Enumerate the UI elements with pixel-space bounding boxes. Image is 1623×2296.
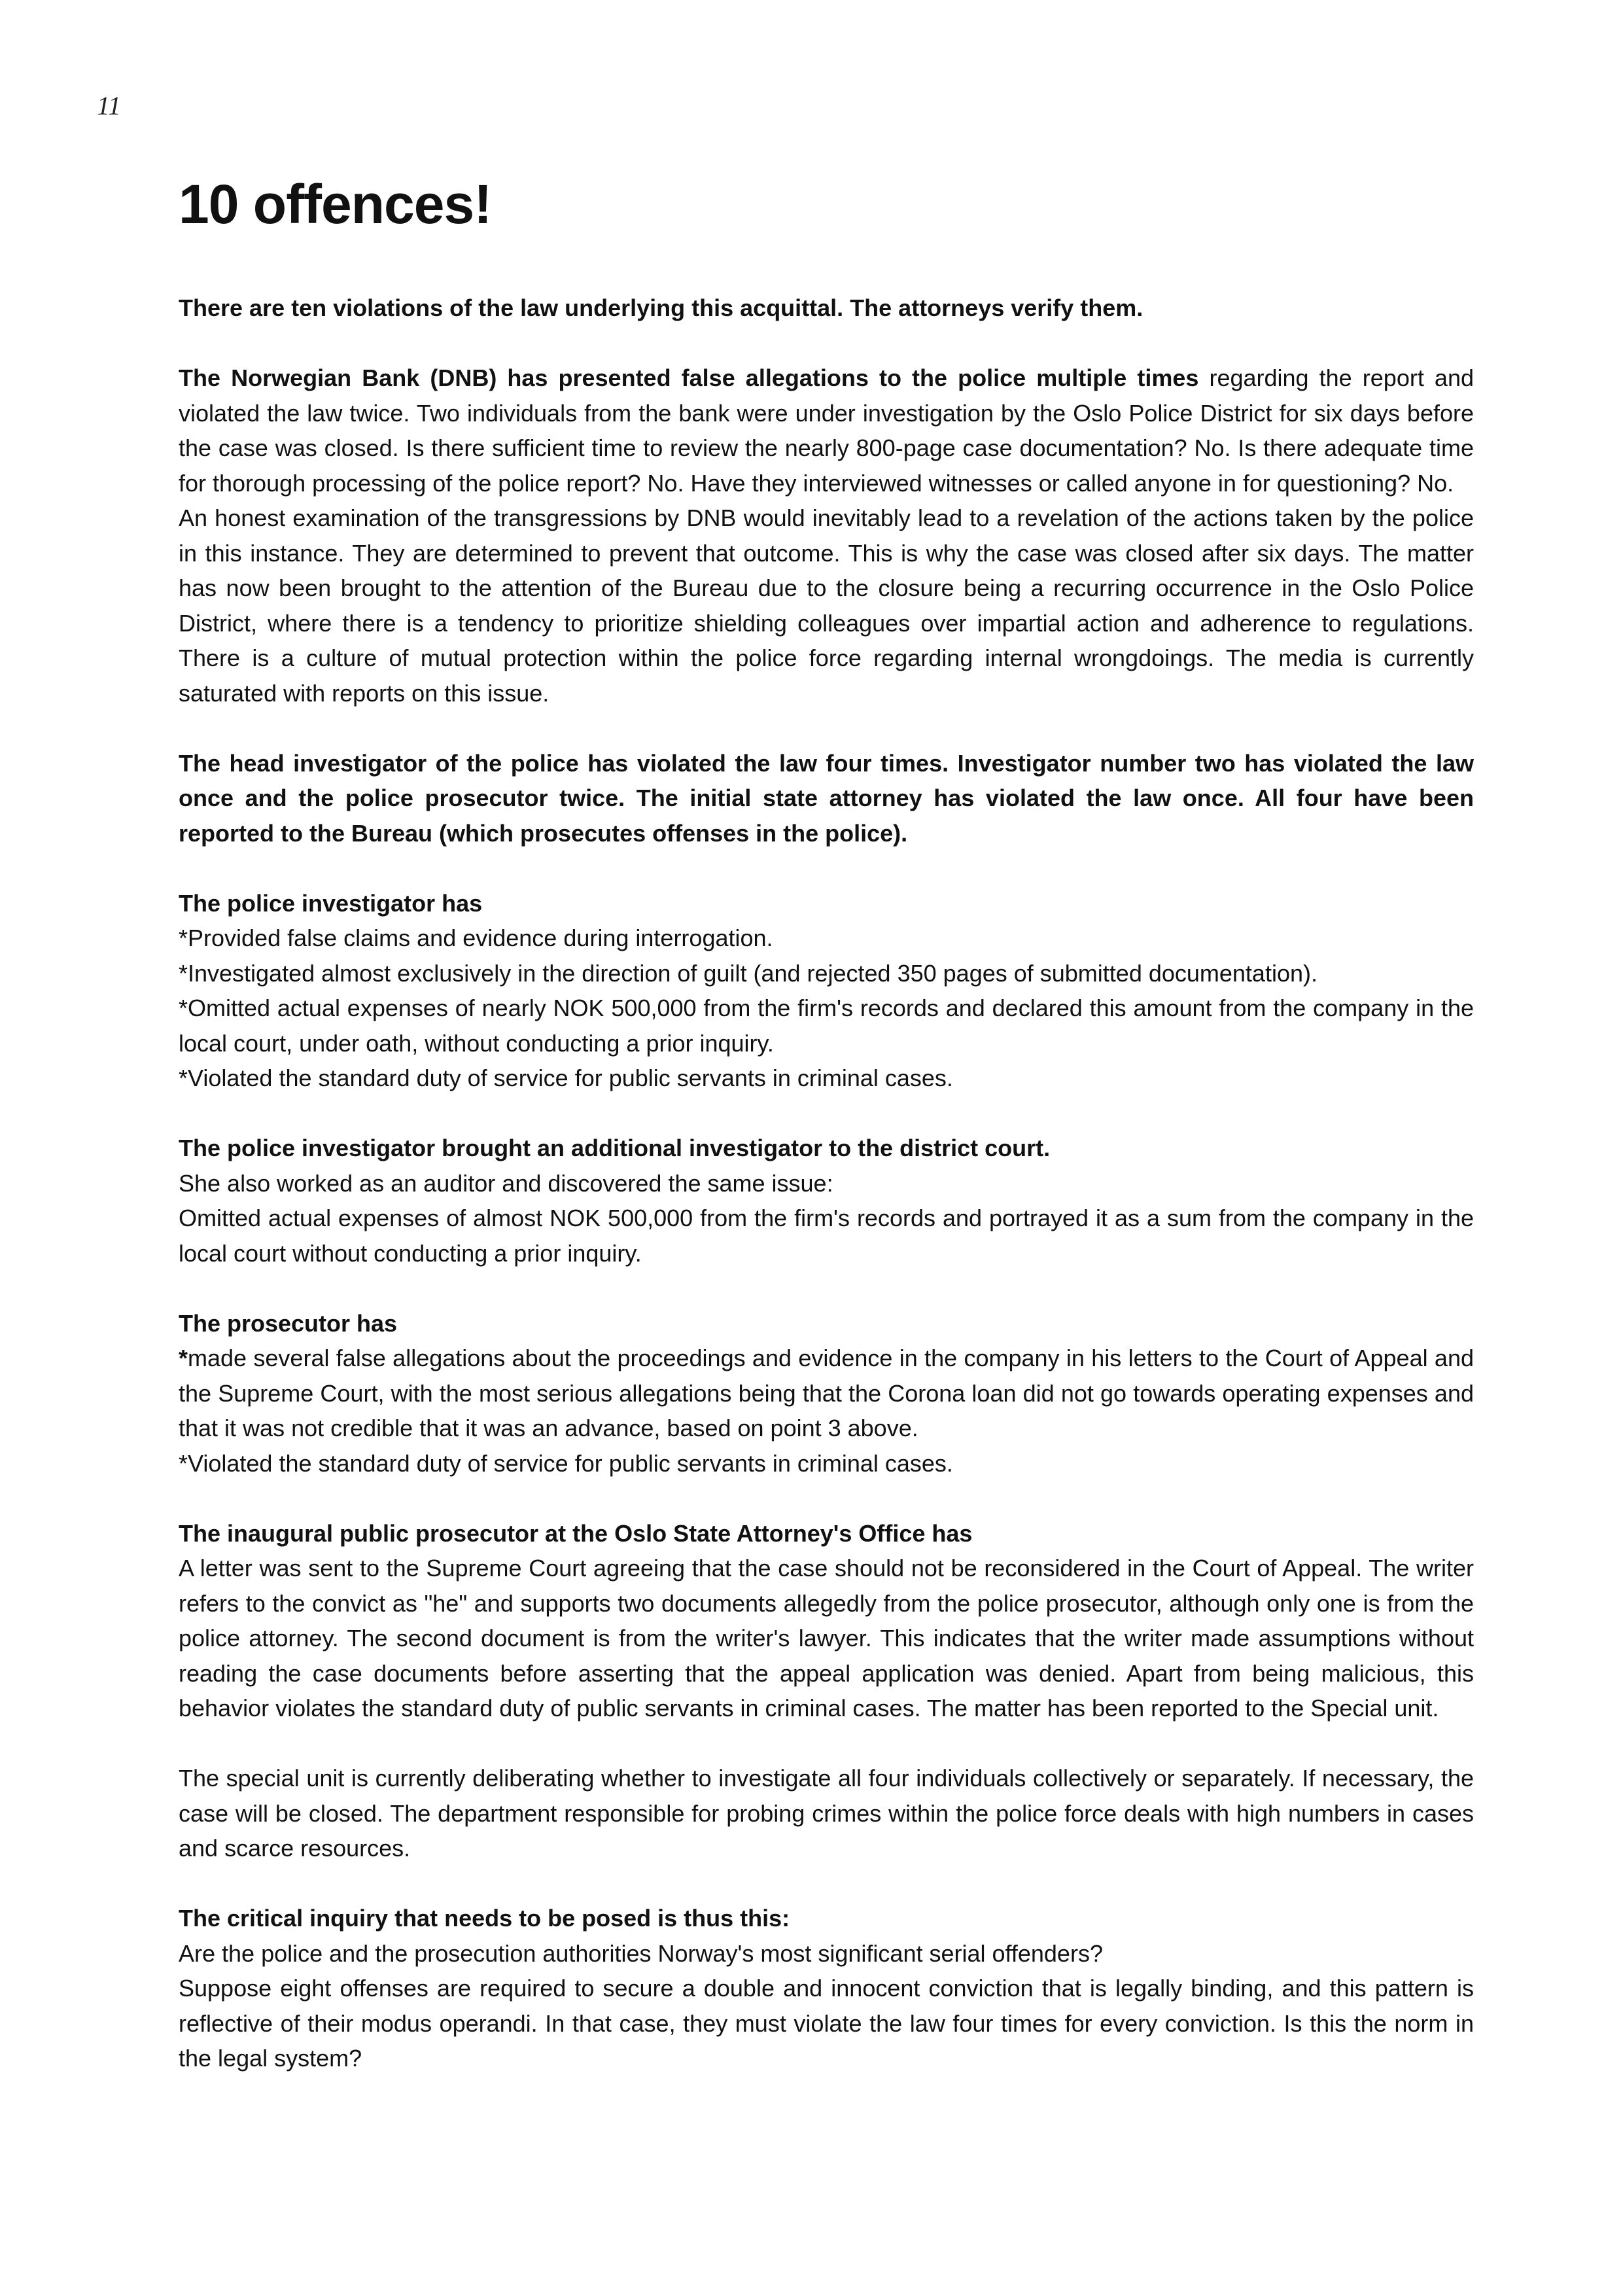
prosecutor-item-1: made several false allegations about the proceedings and evidence in the company in his letters to the Court of Appeal and the Supreme Court, with the most serious allegations being that the Corona loan did not go towards operating expenses and that it was not credible that it was an advance, based on point 3 above.	[179, 1345, 1474, 1441]
additional-line-2: Omitted actual expenses of almost NOK 500,000 from the firm's records and portrayed it as a sum from the company in the local court without conducting a prior inquiry.	[179, 1205, 1474, 1267]
list-item: *Provided false claims and evidence during interrogation.	[179, 925, 773, 951]
state-attorney-body: A letter was sent to the Supreme Court agreeing that the case should not be reconsidered in the Court of Appeal. The writer refers to the convict as "he" and supports two documents allegedly from the police prosecutor, although only one is from the police attorney. The second document is from the writer's lawyer. This indicates that the writer made assumptions without reading the case documents before asserting that the appeal application was denied. Apart from being malicious, this behavior violates the standard duty of public servants in criminal cases. The matter has been reported to the Special unit.	[179, 1555, 1474, 1722]
state-attorney-section	[179, 1516, 1474, 1726]
dnb-text: regarding the report and violated the law twice. Two individuals from the bank were under investigation by the Oslo Police District for six days before the case was closed. Is there sufficient time to review the nearly 800-page case documentation? No. Is there adequate time for thorough processing of the police report? No. Have they interviewed witnesses or called anyone in for questioning? No.	[179, 364, 1474, 497]
prosecutor-heading: The prosecutor has	[179, 1309, 398, 1337]
dnb-paragraph-2: An honest examination of the transgressions by DNB would inevitably lead to a revelation of the actions taken by the police in this instance. They are determined to prevent that outcome. This is why the case was closed after six days. The matter has now been brought to the attention of the Bureau due to the closure being a recurring occurrence in the Oslo Police District, where there is a tendency to prioritize shielding colleagues over impartial action and adherence to regulations. There is a culture of mutual protection within the police force regarding internal wrongdoings. The media is currently saturated with reports on this issue.	[179, 504, 1474, 707]
special-unit-paragraph: The special unit is currently deliberating whether to investigate all four individuals collectively or separately. If necessary, the case will be closed. The department responsible for probing crimes within the police force deals with high numbers in cases and scarce resources.	[179, 1765, 1474, 1862]
critical-question: Are the police and the prosecution authorities Norway's most significant serial offenders?	[179, 1939, 1103, 1967]
prosecutor-section	[179, 1306, 1474, 1481]
additional-heading: The police investigator brought an additional investigator to the district court.	[179, 1135, 1051, 1161]
page-title: 10 offences!	[179, 173, 492, 235]
page-number: 11	[97, 91, 122, 120]
summary-paragraph: The head investigator of the police has violated the law four times. Investigator number two has violated the law once and the police prosecutor twice. The initial state attorney has violated the law once. All four have been reported to the Bureau (which prosecutes offenses in the police).	[179, 749, 1474, 847]
state-attorney-heading: The inaugural public prosecutor at the Oslo State Attorney's Office has	[179, 1519, 973, 1547]
investigator-section	[179, 886, 1474, 1096]
dnb-paragraph	[179, 361, 1474, 501]
list-item: *Investigated almost exclusively in the direction of guilt (and rejected 350 pages of submitted documentation).	[179, 959, 1318, 987]
critical-heading: The critical inquiry that needs to be posed is thus this:	[179, 1905, 790, 1932]
list-item	[179, 1341, 1474, 1446]
additional-investigator-section	[179, 1131, 1474, 1271]
dnb-bold-lead: The Norwegian Bank (DNB) has presented false allegations to the police multiple times	[179, 364, 1199, 391]
list-item: *Violated the standard duty of service for public servants in criminal cases.	[179, 1065, 953, 1091]
list-item: *Omitted actual expenses of nearly NOK 500,000 from the firm's records and declared this amount from the company in the local court, under oath, without conducting a prior inquiry.	[179, 995, 1474, 1057]
list-item: *Violated the standard duty of service for public servants in criminal cases.	[179, 1449, 953, 1477]
investigator-heading: The police investigator has	[179, 889, 483, 917]
bullet-star: *	[179, 1345, 188, 1371]
additional-line-1: She also worked as an auditor and discovered the same issue:	[179, 1169, 833, 1197]
dnb-section	[179, 361, 1474, 711]
critical-paragraph: Suppose eight offenses are required to secure a double and innocent conviction that is legally binding, and this pattern is reflective of their modus operandi. In that case, they must violate the law four times for every conviction. Is this the norm in the legal system?	[179, 1975, 1474, 2072]
document-body	[179, 171, 1474, 2076]
lead-paragraph: There are ten violations of the law underlying this acquittal. The attorneys verify them.	[179, 294, 1143, 321]
critical-section	[179, 1901, 1474, 2076]
